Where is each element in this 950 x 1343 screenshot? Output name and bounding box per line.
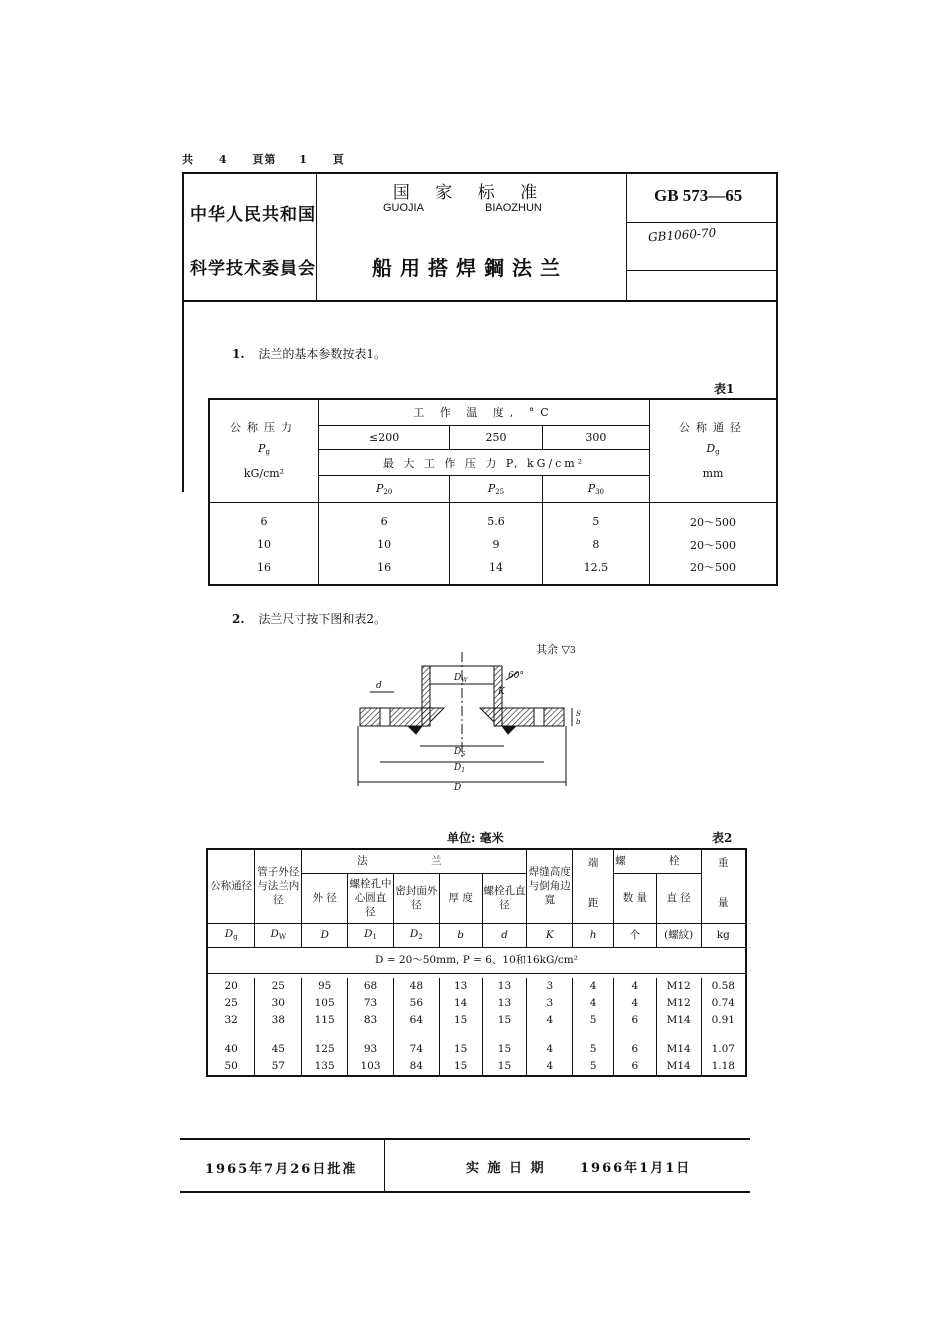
t2-s-pcd-sub: 1 [372, 932, 377, 941]
t2-r1-c4: 56 [393, 995, 439, 1012]
dim-dw [453, 673, 468, 684]
t1-maxp-s1: P [487, 481, 496, 495]
t2-r0-c6: 13 [482, 978, 527, 995]
dim-angle: 60° [508, 671, 524, 681]
t2-r0-c2: 95 [302, 978, 348, 995]
t1-row [209, 532, 777, 556]
org-line2: 科学技术委員会 [190, 259, 316, 279]
t2-r3-c8: 5 [573, 1041, 614, 1058]
t2-r1-c8: 4 [573, 995, 614, 1012]
t2-h-weld: 焊缝高度与倒角边寬 [527, 849, 573, 923]
t1-col-dn [650, 399, 778, 502]
t2-r4-c1: 57 [255, 1058, 302, 1076]
section2-num: 2. [232, 612, 245, 626]
roughness-symbol-icon: ▽ [561, 643, 570, 656]
t2-r2-c10: M14 [656, 1012, 701, 1029]
table-row [207, 1058, 746, 1076]
t2-h-end-2: 距 [587, 897, 599, 909]
t2-h-seal: 密封面外 径 [393, 873, 439, 923]
section1-num: 1. [232, 347, 245, 361]
standard-type-cn: 国 家 标 准 [392, 183, 548, 203]
t1-r2-c4: 20～500 [650, 557, 778, 585]
t2-r1-c10: M12 [656, 995, 701, 1012]
bolt-hole-right [534, 708, 544, 726]
t2-h-bolt: 螺 栓 [613, 849, 701, 873]
standard-code: GB 573—65 [654, 186, 743, 205]
t2-r2-c9: 6 [613, 1012, 656, 1029]
t1-temp-header: 工 作 温 度, °C [319, 399, 650, 425]
t2-h-thick: 厚 度 [439, 873, 482, 923]
flange-right [494, 708, 564, 726]
t2-s-seal-main: D [409, 927, 419, 940]
t2-h-flange: 法 兰 [302, 849, 527, 873]
t2-h-dn: 公称通径 [207, 849, 255, 923]
t2-r4-c8: 5 [573, 1058, 614, 1076]
t2-r1-c1: 30 [255, 995, 302, 1012]
t2-r2-c4: 64 [393, 1012, 439, 1029]
t2-h-dia: 直 径 [656, 873, 701, 923]
dim-dw-sub: W [461, 677, 468, 684]
t2-h-pipe: 管子外径与法兰内径 [255, 849, 302, 923]
org-line1: 中华人民共和国 [190, 205, 316, 225]
t2-r4-c0: 50 [207, 1058, 255, 1076]
t2-r3-c7: 4 [527, 1041, 573, 1058]
t2-s-seal-sub: 2 [418, 932, 423, 941]
t1-col-pressure [209, 399, 319, 502]
section1-heading [232, 345, 386, 362]
table2-label: 表2 [712, 831, 733, 845]
table2 [206, 848, 747, 1077]
t2-r2-c3: 83 [348, 1012, 394, 1029]
t1-maxp-sym-1 [450, 476, 542, 502]
t1-r1-c3: 8 [542, 532, 649, 556]
t2-h-end-1: 端 [587, 857, 599, 869]
t1-pressure-label: 公称压力 [230, 421, 298, 435]
t2-r3-c11: 1.07 [701, 1041, 746, 1058]
t2-s-qty: 个 [613, 923, 656, 947]
t2-r0-c10: M12 [656, 978, 701, 995]
document-title: 船用搭焊鋼法兰 [372, 256, 568, 280]
t2-h-pcd: 螺栓孔中心圆直 径 [348, 873, 394, 923]
t2-r0-c9: 4 [613, 978, 656, 995]
t2-r2-c5: 15 [439, 1012, 482, 1029]
t2-r1-c3: 73 [348, 995, 394, 1012]
weld-left [430, 708, 444, 722]
t2-r3-c1: 45 [255, 1041, 302, 1058]
t2-r0-c8: 4 [573, 978, 614, 995]
t1-maxp-sub1: 25 [495, 487, 505, 496]
t1-r1-c0: 10 [209, 532, 319, 556]
dim-ds-main: D [454, 747, 462, 757]
t2-s-weight: kg [701, 923, 746, 947]
t2-s-pipe-main: D [270, 927, 279, 940]
t2-r0-c7: 3 [527, 978, 573, 995]
bolt-hole-left [380, 708, 390, 726]
t2-s-dn-main: D [224, 927, 234, 940]
t2-s-end [573, 923, 614, 947]
dim-d-outer: D [454, 783, 462, 793]
t2-r2-c8: 5 [573, 1012, 614, 1029]
section2-text: 法兰尺寸按下图和表2。 [258, 612, 386, 626]
t2-h-weight-2: 量 [718, 897, 729, 909]
dim-b: b [576, 718, 581, 726]
t2-r3-c5: 15 [439, 1041, 482, 1058]
t2-r4-c6: 15 [482, 1058, 527, 1076]
t1-pressure-sym-sub: g [265, 448, 270, 457]
t2-r0-c0: 20 [207, 978, 255, 995]
t2-r2-c1: 38 [255, 1012, 302, 1029]
t2-h-end [573, 849, 614, 923]
t1-temp-0: ≤200 [319, 425, 450, 449]
weld-right [480, 708, 494, 722]
t1-maxp-sym-0 [319, 476, 450, 502]
t2-r0-c11: 0.58 [701, 978, 746, 995]
section1-text: 法兰的基本参数按表1。 [258, 347, 386, 361]
t1-row [209, 502, 777, 532]
effective-date: 1966年1月1日 [580, 1161, 692, 1176]
t2-r4-c7: 4 [527, 1058, 573, 1076]
t2-r4-c3: 103 [348, 1058, 394, 1076]
t1-maxp-sub0: 20 [383, 487, 393, 496]
t1-maxp-sym-2 [542, 476, 649, 502]
table1 [208, 398, 778, 586]
section2-heading [232, 610, 386, 627]
t2-s-dn [207, 923, 255, 947]
t2-s-dn-sub: g [233, 932, 238, 941]
table2-unit: 单位: 毫米 [447, 831, 504, 845]
t2-r0-c4: 48 [393, 978, 439, 995]
t1-r2-c0: 16 [209, 557, 319, 585]
page-label: 頁第 [252, 153, 277, 166]
t2-h-weight [701, 849, 746, 923]
t1-r0-c1: 6 [319, 502, 450, 532]
t2-r2-c2: 115 [302, 1012, 348, 1029]
t1-r0-c0: 6 [209, 502, 319, 532]
flange-left [360, 708, 430, 726]
handwritten-code: GB1060-70 [647, 225, 717, 245]
table-row [207, 1041, 746, 1058]
t2-s-seal [393, 923, 439, 947]
t2-s-pcd [348, 923, 394, 947]
dim-d1-sub: 1 [461, 767, 466, 774]
t1-r1-c2: 9 [450, 532, 542, 556]
t2-r0-c3: 68 [348, 978, 394, 995]
t1-row [209, 557, 777, 585]
t1-dn-sym-sub: g [715, 448, 720, 457]
t2-r2-c7: 4 [527, 1012, 573, 1029]
t1-dn-label: 公称通径 [679, 421, 747, 435]
dim-s: S [576, 710, 581, 718]
t2-h-hole: 螺栓孔直 径 [482, 873, 527, 923]
t1-temp-2: 300 [542, 425, 649, 449]
t1-dn-sym-d: D [706, 442, 716, 456]
roughness-label: 其余 [536, 643, 558, 656]
t1-r2-c2: 14 [450, 557, 542, 585]
effective-label: 实 施 日 期 [466, 1161, 546, 1176]
t2-condition: D = 20～50mm, P = 6、10和16kG/cm² [207, 947, 746, 973]
page-unit: 頁 [332, 153, 345, 166]
page-num: 1 [299, 153, 308, 166]
t2-r3-c3: 93 [348, 1041, 394, 1058]
t1-pressure-unit: kG/cm² [243, 467, 285, 481]
t2-r1-c6: 13 [482, 995, 527, 1012]
t2-r3-c0: 40 [207, 1041, 255, 1058]
t2-r3-c6: 15 [482, 1041, 527, 1058]
t2-s-dia: (螺紋) [656, 923, 701, 947]
t2-r1-c7: 3 [527, 995, 573, 1012]
t2-r3-c2: 125 [302, 1041, 348, 1058]
t1-maxp-sub2: 30 [595, 487, 605, 496]
roughness-value: 3 [569, 646, 576, 656]
t2-h-od: 外 径 [302, 873, 348, 923]
t2-r2-c6: 15 [482, 1012, 527, 1029]
t2-s-hole [482, 923, 527, 947]
t1-r0-c3: 5 [542, 502, 649, 532]
t2-r4-c11: 1.18 [701, 1058, 746, 1076]
t2-r1-c5: 14 [439, 995, 482, 1012]
t1-pressure-sym-p: P [258, 442, 266, 456]
t2-s-end-main: h [589, 929, 597, 941]
t2-r0-c5: 13 [439, 978, 482, 995]
t1-temp-1: 250 [450, 425, 542, 449]
t2-r4-c5: 15 [439, 1058, 482, 1076]
t2-s-od [302, 923, 348, 947]
t2-r3-c9: 6 [613, 1041, 656, 1058]
table-row [207, 1012, 746, 1029]
t2-s-pipe [255, 923, 302, 947]
t2-s-pcd-main: D [364, 927, 373, 940]
t1-r0-c4: 20～500 [650, 502, 778, 532]
t2-s-od-main: D [320, 929, 329, 941]
t2-r4-c4: 84 [393, 1058, 439, 1076]
t1-maxp-header: 最 大 工 作 压 力 P, kG/cm² [319, 450, 650, 476]
t1-r0-c2: 5.6 [450, 502, 542, 532]
table1-label: 表1 [714, 382, 735, 396]
t2-h-weight-1: 重 [718, 857, 729, 869]
dim-d1-main: D [454, 763, 462, 773]
dim-d1 [453, 763, 465, 774]
flange-drawing [350, 650, 590, 800]
table-row [207, 978, 746, 995]
t2-r1-c2: 105 [302, 995, 348, 1012]
t2-r1-c11: 0.74 [701, 995, 746, 1012]
t2-r2-c0: 32 [207, 1012, 255, 1029]
dim-dw-main: D [454, 673, 462, 683]
dim-d: d [376, 681, 382, 691]
dim-ds-sub: S [461, 751, 466, 758]
t2-r2-c11: 0.91 [701, 1012, 746, 1029]
dim-ds [453, 747, 465, 758]
t1-maxp-s2: P [587, 481, 596, 495]
t1-maxp-s0: P [375, 481, 384, 495]
standard-type-py2: BIAOZHUN [485, 202, 542, 214]
t2-r4-c9: 6 [613, 1058, 656, 1076]
t2-s-pipe-sub: W [278, 932, 287, 941]
t2-r1-c0: 25 [207, 995, 255, 1012]
page-total-label: 共 [182, 153, 194, 166]
t2-s-weld-main: K [545, 929, 554, 941]
t2-h-qty: 数 量 [613, 873, 656, 923]
t1-dn-unit: mm [702, 467, 724, 481]
t1-r1-c4: 20～500 [650, 532, 778, 556]
t1-dn-sym [650, 438, 776, 463]
t2-r1-c9: 4 [613, 995, 656, 1012]
table-row [207, 995, 746, 1012]
t2-r3-c4: 74 [393, 1041, 439, 1058]
t1-r1-c1: 10 [319, 532, 450, 556]
t2-s-hole-main: d [501, 929, 508, 941]
page-total-num: 4 [218, 153, 228, 166]
t2-r3-c10: M14 [656, 1041, 701, 1058]
t2-s-weld [527, 923, 573, 947]
t2-s-thick [439, 923, 482, 947]
t2-s-thick-main: b [457, 929, 465, 941]
approval-date: 1965年7月26日批准 [205, 1162, 358, 1177]
t1-r2-c1: 16 [319, 557, 450, 585]
page-info [182, 151, 345, 167]
t2-r4-c10: M14 [656, 1058, 701, 1076]
standard-type-py1: GUOJIA [383, 202, 424, 214]
t1-pressure-sym [210, 438, 318, 463]
t1-r2-c3: 12.5 [542, 557, 649, 585]
t2-r4-c2: 135 [302, 1058, 348, 1076]
t2-r0-c1: 25 [255, 978, 302, 995]
dim-k: K [498, 687, 505, 697]
